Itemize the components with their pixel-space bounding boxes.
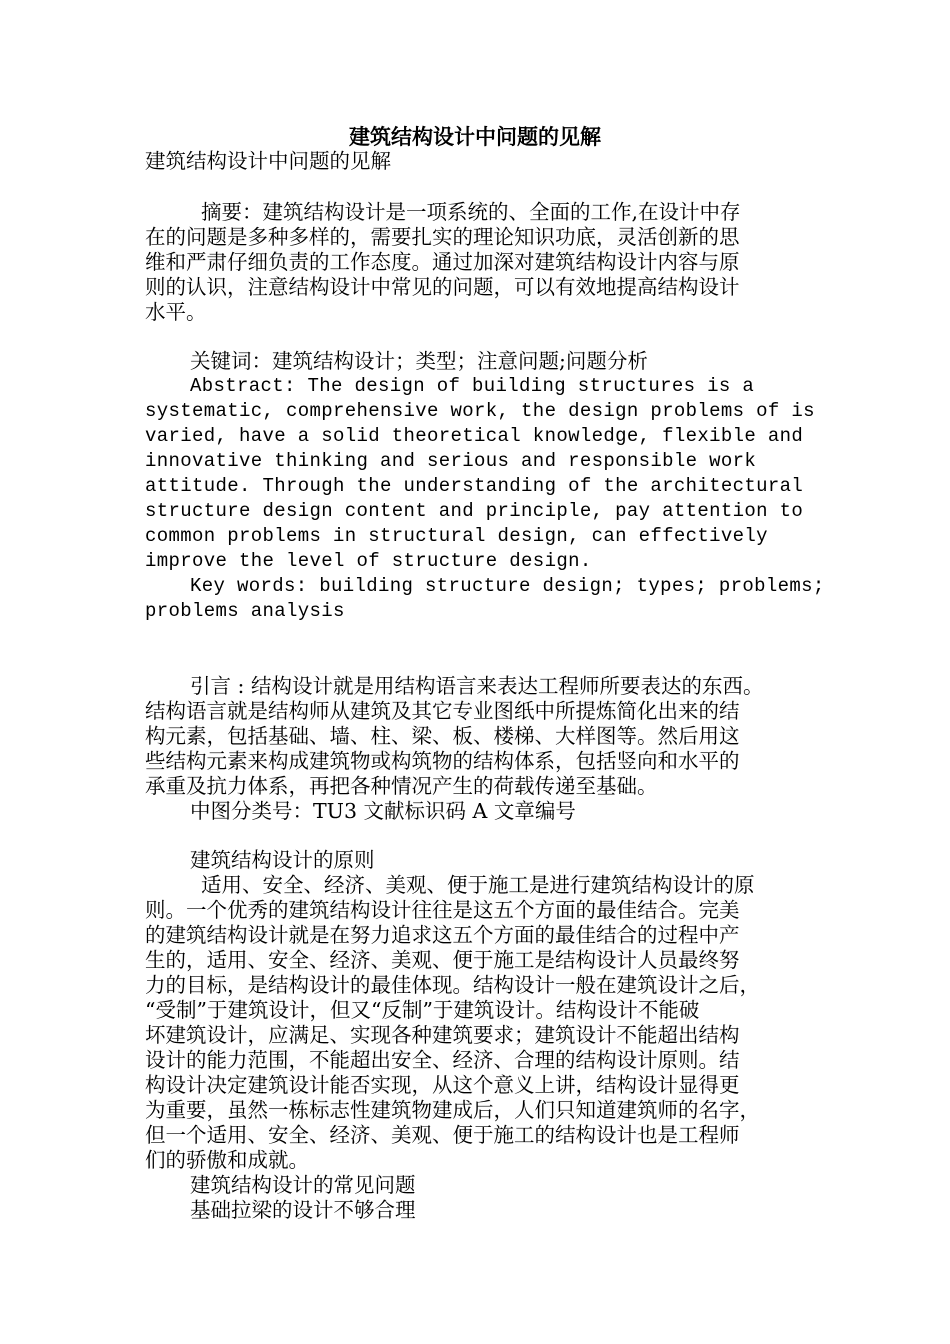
abstract-en-line: common problems in structural design, can effectively	[145, 525, 768, 547]
keywords-en-line: Key words: building structure design; types; problems;	[190, 575, 825, 597]
abstract-en-line: Abstract: The design of building structures is a	[190, 375, 755, 397]
section-body-line: 适用、安全、经济、美观、便于施工是进行建筑结构设计的原	[201, 873, 755, 897]
abstract-en-line: innovative thinking and serious and responsible work	[145, 450, 757, 472]
classification-line: 中图分类号：TU3 文献标识码 A 文章编号	[190, 799, 576, 823]
section-body-line: 坏建筑设计，应满足、实现各种建筑要求；建筑设计不能超出结构	[145, 1023, 740, 1047]
intro-line: 引言 : 结构设计就是用结构语言来表达工程师所要表达的东西。	[190, 674, 764, 698]
section-heading-problems: 建筑结构设计的常见问题	[190, 1173, 416, 1197]
section-body-line: 则。一个优秀的建筑结构设计往往是这五个方面的最佳结合。完美	[145, 898, 740, 922]
section-body-line: 构设计决定建筑设计能否实现，从这个意义上讲，结构设计显得更	[145, 1073, 740, 1097]
intro-line: 构元素，包括基础、墙、柱、梁、板、楼梯、大样图等。然后用这	[145, 724, 740, 748]
document-subtitle: 建筑结构设计中问题的见解	[145, 149, 391, 173]
intro-line: 结构语言就是结构师从建筑及其它专业图纸中所提炼简化出来的结	[145, 699, 740, 723]
section-body-line: “受制”于建筑设计，但又“反制”于建筑设计。结构设计不能破	[145, 998, 700, 1022]
section-body-line: 设计的能力范围，不能超出安全、经济、合理的结构设计原则。结	[145, 1048, 740, 1072]
abstract-en-line: systematic, comprehensive work, the design problems of is	[145, 400, 815, 422]
section-body-line: 们的骄傲和成就。	[145, 1148, 309, 1172]
keywords-cn: 关键词：建筑结构设计；类型；注意问题;问题分析	[190, 349, 648, 373]
document-title: 建筑结构设计中问题的见解	[349, 124, 601, 149]
keywords-en-line: problems analysis	[145, 600, 345, 622]
abstract-cn-line: 则的认识，注意结构设计中常见的问题，可以有效地提高结构设计	[145, 275, 740, 299]
abstract-en-line: attitude. Through the understanding of the architectural	[145, 475, 804, 497]
section-heading-principles: 建筑结构设计的原则	[190, 848, 375, 872]
section-body-line: 生的，适用、安全、经济、美观、便于施工是结构设计人员最终努	[145, 948, 740, 972]
abstract-cn-line: 在的问题是多种多样的，需要扎实的理论知识功底，灵活创新的思	[145, 225, 740, 249]
section-body-line: 但一个适用、安全、经济、美观、便于施工的结构设计也是工程师	[145, 1123, 740, 1147]
abstract-en-line: varied, have a solid theoretical knowledge, flexible and	[145, 425, 804, 447]
section-body-line: 为重要，虽然一栋标志性建筑物建成后，人们只知道建筑师的名字，	[145, 1098, 760, 1122]
abstract-cn-line: 维和严肃仔细负责的工作态度。通过加深对建筑结构设计内容与原	[145, 250, 740, 274]
section-body-line: 力的目标，是结构设计的最佳体现。结构设计一般在建筑设计之后，	[145, 973, 760, 997]
abstract-cn-line: 水平。	[145, 300, 207, 324]
intro-line: 承重及抗力体系，再把各种情况产生的荷载传递至基础。	[145, 774, 658, 798]
subsection-heading: 基础拉梁的设计不够合理	[190, 1198, 416, 1222]
abstract-en-line: improve the level of structure design.	[145, 550, 592, 572]
abstract-cn-line: 摘要：建筑结构设计是一项系统的、全面的工作,在设计中存	[201, 200, 741, 224]
intro-line: 些结构元素来构成建筑物或构筑物的结构体系，包括竖向和水平的	[145, 749, 740, 773]
section-body-line: 的建筑结构设计就是在努力追求这五个方面的最佳结合的过程中产	[145, 923, 740, 947]
abstract-en-line: structure design content and principle, pay attention to	[145, 500, 804, 522]
